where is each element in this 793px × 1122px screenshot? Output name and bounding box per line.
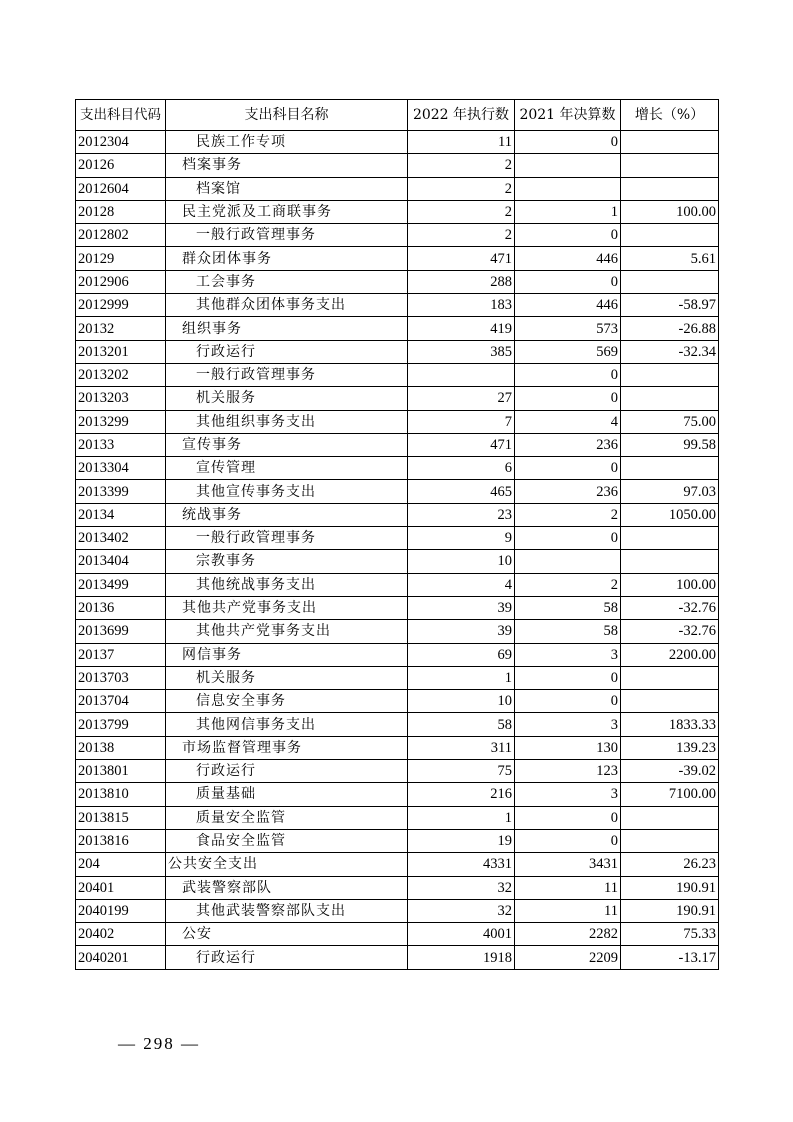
cell-name: 公安 xyxy=(166,923,408,946)
header-name: 支出科目名称 xyxy=(166,100,408,131)
cell-name: 机关服务 xyxy=(166,387,408,410)
page-number: — 298 — xyxy=(118,1034,200,1053)
cell-growth: 100.00 xyxy=(621,200,719,223)
cell-growth xyxy=(621,550,719,573)
cell-code: 2013816 xyxy=(76,829,166,852)
cell-exec-2022: 19 xyxy=(408,829,515,852)
cell-name: 统战事务 xyxy=(166,503,408,526)
cell-final-2021: 446 xyxy=(515,294,621,317)
cell-final-2021: 236 xyxy=(515,433,621,456)
cell-final-2021: 3 xyxy=(515,783,621,806)
cell-exec-2022: 1 xyxy=(408,806,515,829)
cell-code: 20138 xyxy=(76,736,166,759)
cell-code: 2013810 xyxy=(76,783,166,806)
cell-exec-2022: 39 xyxy=(408,596,515,619)
cell-code: 2013203 xyxy=(76,387,166,410)
cell-name: 其他宣传事务支出 xyxy=(166,480,408,503)
cell-final-2021: 11 xyxy=(515,876,621,899)
cell-exec-2022: 465 xyxy=(408,480,515,503)
cell-exec-2022: 4331 xyxy=(408,853,515,876)
cell-final-2021: 2209 xyxy=(515,946,621,969)
cell-final-2021: 2 xyxy=(515,573,621,596)
table-row xyxy=(76,923,719,946)
cell-exec-2022: 27 xyxy=(408,387,515,410)
table-row xyxy=(76,200,719,223)
cell-growth: 99.58 xyxy=(621,433,719,456)
table-row xyxy=(76,690,719,713)
cell-code: 20136 xyxy=(76,596,166,619)
cell-exec-2022: 2 xyxy=(408,200,515,223)
cell-code: 2012906 xyxy=(76,270,166,293)
cell-code: 204 xyxy=(76,853,166,876)
cell-exec-2022: 311 xyxy=(408,736,515,759)
cell-code: 2013699 xyxy=(76,620,166,643)
table-row xyxy=(76,550,719,573)
cell-exec-2022: 58 xyxy=(408,713,515,736)
cell-final-2021: 58 xyxy=(515,620,621,643)
header-final-2021: 2021 年决算数 xyxy=(515,100,621,131)
table-row xyxy=(76,620,719,643)
table-row xyxy=(76,317,719,340)
cell-exec-2022: 471 xyxy=(408,247,515,270)
cell-growth xyxy=(621,387,719,410)
cell-name: 其他武装警察部队支出 xyxy=(166,899,408,922)
cell-growth: 75.33 xyxy=(621,923,719,946)
cell-growth: 75.00 xyxy=(621,410,719,433)
cell-code: 2013704 xyxy=(76,690,166,713)
table-row xyxy=(76,503,719,526)
cell-name: 行政运行 xyxy=(166,760,408,783)
cell-growth xyxy=(621,224,719,247)
cell-final-2021: 3 xyxy=(515,643,621,666)
table-row xyxy=(76,853,719,876)
table-row xyxy=(76,876,719,899)
table-row xyxy=(76,224,719,247)
cell-final-2021: 0 xyxy=(515,224,621,247)
cell-final-2021: 0 xyxy=(515,690,621,713)
cell-code: 2013499 xyxy=(76,573,166,596)
cell-name: 其他组织事务支出 xyxy=(166,410,408,433)
cell-code: 2013801 xyxy=(76,760,166,783)
cell-code: 20132 xyxy=(76,317,166,340)
cell-growth xyxy=(621,131,719,154)
table-row xyxy=(76,899,719,922)
cell-code: 20129 xyxy=(76,247,166,270)
cell-code: 2013201 xyxy=(76,340,166,363)
cell-exec-2022: 2 xyxy=(408,224,515,247)
cell-code: 2013299 xyxy=(76,410,166,433)
cell-exec-2022: 9 xyxy=(408,527,515,550)
cell-code: 2013703 xyxy=(76,666,166,689)
cell-name: 其他网信事务支出 xyxy=(166,713,408,736)
cell-final-2021: 130 xyxy=(515,736,621,759)
cell-code: 2012802 xyxy=(76,224,166,247)
cell-exec-2022: 75 xyxy=(408,760,515,783)
cell-final-2021: 0 xyxy=(515,666,621,689)
cell-name: 一般行政管理事务 xyxy=(166,224,408,247)
cell-final-2021: 2282 xyxy=(515,923,621,946)
cell-growth: 100.00 xyxy=(621,573,719,596)
cell-name: 档案馆 xyxy=(166,177,408,200)
cell-growth: 26.23 xyxy=(621,853,719,876)
cell-name: 行政运行 xyxy=(166,340,408,363)
cell-final-2021: 236 xyxy=(515,480,621,503)
cell-code: 2040199 xyxy=(76,899,166,922)
cell-final-2021: 0 xyxy=(515,270,621,293)
expenditure-table xyxy=(75,99,719,970)
table-row xyxy=(76,270,719,293)
cell-name: 一般行政管理事务 xyxy=(166,527,408,550)
cell-name: 组织事务 xyxy=(166,317,408,340)
cell-code: 20126 xyxy=(76,154,166,177)
cell-exec-2022: 385 xyxy=(408,340,515,363)
cell-exec-2022: 2 xyxy=(408,154,515,177)
cell-growth: -26.88 xyxy=(621,317,719,340)
cell-name: 食品安全监管 xyxy=(166,829,408,852)
cell-exec-2022: 6 xyxy=(408,457,515,480)
cell-name: 机关服务 xyxy=(166,666,408,689)
cell-name: 档案事务 xyxy=(166,154,408,177)
table-row xyxy=(76,573,719,596)
cell-exec-2022: 69 xyxy=(408,643,515,666)
cell-exec-2022: 1 xyxy=(408,666,515,689)
cell-code: 2013404 xyxy=(76,550,166,573)
table-row xyxy=(76,596,719,619)
cell-final-2021: 3431 xyxy=(515,853,621,876)
cell-growth xyxy=(621,457,719,480)
table-row xyxy=(76,387,719,410)
cell-name: 工会事务 xyxy=(166,270,408,293)
table-row xyxy=(76,410,719,433)
cell-name: 民主党派及工商联事务 xyxy=(166,200,408,223)
cell-growth: 2200.00 xyxy=(621,643,719,666)
cell-code: 20133 xyxy=(76,433,166,456)
cell-code: 2013304 xyxy=(76,457,166,480)
cell-name: 宣传事务 xyxy=(166,433,408,456)
table-row xyxy=(76,433,719,456)
cell-exec-2022: 7 xyxy=(408,410,515,433)
cell-name: 群众团体事务 xyxy=(166,247,408,270)
cell-code: 20401 xyxy=(76,876,166,899)
table-row xyxy=(76,457,719,480)
cell-name: 其他群众团体事务支出 xyxy=(166,294,408,317)
table-row xyxy=(76,363,719,386)
cell-final-2021: 0 xyxy=(515,457,621,480)
cell-name: 质量安全监管 xyxy=(166,806,408,829)
cell-code: 2013402 xyxy=(76,527,166,550)
cell-exec-2022: 419 xyxy=(408,317,515,340)
cell-final-2021: 573 xyxy=(515,317,621,340)
table-body xyxy=(76,131,719,970)
cell-name: 其他共产党事务支出 xyxy=(166,620,408,643)
cell-name: 公共安全支出 xyxy=(166,853,408,876)
cell-final-2021 xyxy=(515,177,621,200)
table-row xyxy=(76,760,719,783)
cell-growth xyxy=(621,154,719,177)
expenditure-table-container xyxy=(75,99,718,970)
cell-growth xyxy=(621,829,719,852)
table-row xyxy=(76,154,719,177)
cell-growth xyxy=(621,270,719,293)
cell-final-2021: 11 xyxy=(515,899,621,922)
cell-growth: -58.97 xyxy=(621,294,719,317)
cell-exec-2022: 183 xyxy=(408,294,515,317)
cell-exec-2022: 39 xyxy=(408,620,515,643)
cell-growth: 97.03 xyxy=(621,480,719,503)
header-growth: 增长（%） xyxy=(621,100,719,131)
table-row xyxy=(76,527,719,550)
table-row xyxy=(76,783,719,806)
cell-exec-2022: 32 xyxy=(408,899,515,922)
table-row xyxy=(76,131,719,154)
cell-final-2021: 0 xyxy=(515,131,621,154)
cell-growth xyxy=(621,363,719,386)
table-row xyxy=(76,643,719,666)
cell-final-2021: 0 xyxy=(515,829,621,852)
cell-name: 质量基础 xyxy=(166,783,408,806)
cell-growth: 1050.00 xyxy=(621,503,719,526)
cell-code: 2013202 xyxy=(76,363,166,386)
table-row xyxy=(76,946,719,969)
cell-exec-2022: 4 xyxy=(408,573,515,596)
cell-growth: 1833.33 xyxy=(621,713,719,736)
cell-growth: -32.76 xyxy=(621,596,719,619)
table-row xyxy=(76,736,719,759)
cell-exec-2022: 32 xyxy=(408,876,515,899)
cell-name: 一般行政管理事务 xyxy=(166,363,408,386)
table-row xyxy=(76,177,719,200)
table-row xyxy=(76,829,719,852)
table-row xyxy=(76,480,719,503)
cell-name: 武装警察部队 xyxy=(166,876,408,899)
cell-exec-2022 xyxy=(408,363,515,386)
cell-growth: -32.34 xyxy=(621,340,719,363)
cell-final-2021 xyxy=(515,154,621,177)
cell-final-2021: 123 xyxy=(515,760,621,783)
cell-growth: -32.76 xyxy=(621,620,719,643)
cell-name: 其他统战事务支出 xyxy=(166,573,408,596)
table-row xyxy=(76,713,719,736)
cell-growth: 139.23 xyxy=(621,736,719,759)
cell-exec-2022: 10 xyxy=(408,550,515,573)
cell-final-2021 xyxy=(515,550,621,573)
table-row xyxy=(76,294,719,317)
cell-final-2021: 0 xyxy=(515,527,621,550)
cell-final-2021: 0 xyxy=(515,806,621,829)
cell-name: 民族工作专项 xyxy=(166,131,408,154)
cell-code: 20137 xyxy=(76,643,166,666)
header-code: 支出科目代码 xyxy=(76,100,166,131)
cell-code: 2012304 xyxy=(76,131,166,154)
cell-growth xyxy=(621,690,719,713)
cell-final-2021: 569 xyxy=(515,340,621,363)
cell-growth xyxy=(621,527,719,550)
cell-growth xyxy=(621,806,719,829)
cell-exec-2022: 471 xyxy=(408,433,515,456)
table-row xyxy=(76,247,719,270)
cell-growth: 7100.00 xyxy=(621,783,719,806)
cell-name: 网信事务 xyxy=(166,643,408,666)
cell-final-2021: 2 xyxy=(515,503,621,526)
cell-final-2021: 58 xyxy=(515,596,621,619)
cell-name: 行政运行 xyxy=(166,946,408,969)
cell-exec-2022: 4001 xyxy=(408,923,515,946)
cell-exec-2022: 288 xyxy=(408,270,515,293)
cell-exec-2022: 23 xyxy=(408,503,515,526)
cell-final-2021: 4 xyxy=(515,410,621,433)
cell-name: 市场监督管理事务 xyxy=(166,736,408,759)
cell-final-2021: 3 xyxy=(515,713,621,736)
cell-code: 2013799 xyxy=(76,713,166,736)
table-row xyxy=(76,340,719,363)
cell-exec-2022: 216 xyxy=(408,783,515,806)
cell-exec-2022: 2 xyxy=(408,177,515,200)
cell-code: 2013399 xyxy=(76,480,166,503)
cell-code: 2013815 xyxy=(76,806,166,829)
cell-name: 其他共产党事务支出 xyxy=(166,596,408,619)
cell-growth: 190.91 xyxy=(621,876,719,899)
cell-name: 宣传管理 xyxy=(166,457,408,480)
cell-name: 信息安全事务 xyxy=(166,690,408,713)
table-row xyxy=(76,666,719,689)
cell-final-2021: 446 xyxy=(515,247,621,270)
cell-growth: -39.02 xyxy=(621,760,719,783)
cell-exec-2022: 10 xyxy=(408,690,515,713)
cell-code: 2012999 xyxy=(76,294,166,317)
cell-growth: 190.91 xyxy=(621,899,719,922)
cell-name: 宗教事务 xyxy=(166,550,408,573)
cell-final-2021: 0 xyxy=(515,387,621,410)
table-row xyxy=(76,806,719,829)
cell-final-2021: 0 xyxy=(515,363,621,386)
cell-code: 2012604 xyxy=(76,177,166,200)
cell-code: 20402 xyxy=(76,923,166,946)
cell-code: 20128 xyxy=(76,200,166,223)
cell-growth xyxy=(621,177,719,200)
cell-growth xyxy=(621,666,719,689)
cell-growth: 5.61 xyxy=(621,247,719,270)
cell-code: 20134 xyxy=(76,503,166,526)
table-header-row xyxy=(76,100,719,131)
cell-exec-2022: 1918 xyxy=(408,946,515,969)
cell-code: 2040201 xyxy=(76,946,166,969)
cell-growth: -13.17 xyxy=(621,946,719,969)
cell-final-2021: 1 xyxy=(515,200,621,223)
header-exec-2022: 2022 年执行数 xyxy=(408,100,515,131)
cell-exec-2022: 11 xyxy=(408,131,515,154)
